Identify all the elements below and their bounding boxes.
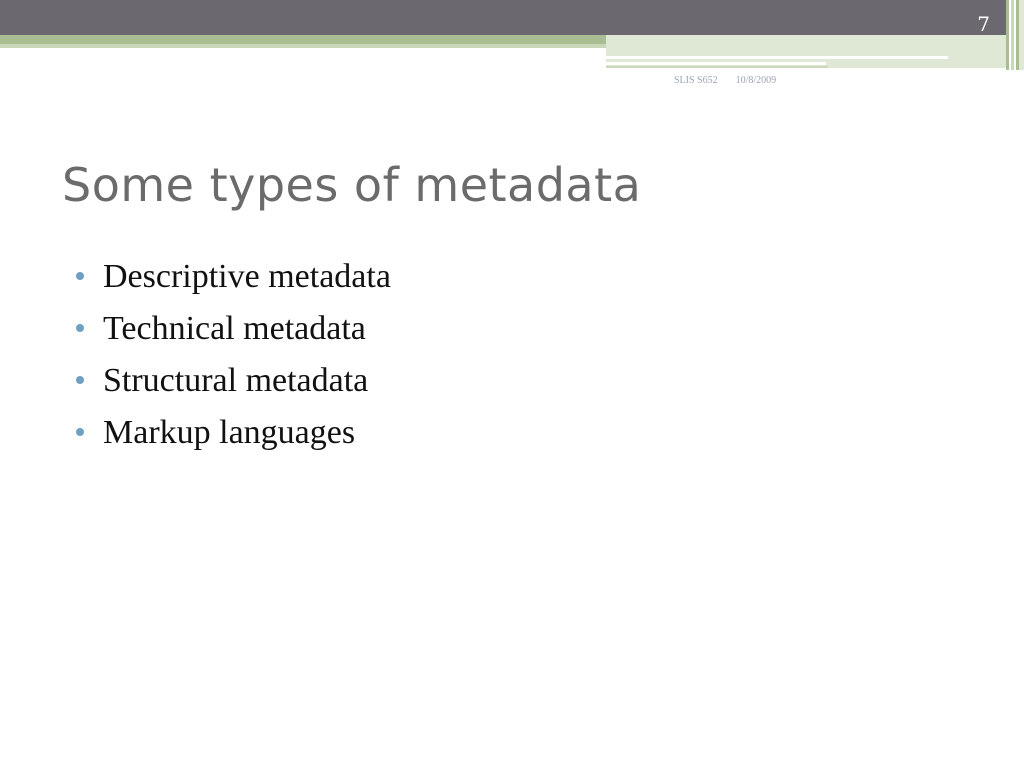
bullet-dot-icon — [76, 428, 84, 436]
bullet-text: Structural metadata — [103, 362, 369, 399]
footer-date: 10/8/2009 — [735, 75, 777, 86]
bullet-dot-icon — [76, 272, 84, 280]
bullet-dot-icon — [76, 324, 84, 332]
bullet-list — [76, 258, 391, 466]
bullet-item — [76, 258, 391, 310]
bullet-text: Markup languages — [103, 414, 356, 451]
header-accent-stripe — [0, 44, 606, 48]
bullet-dot-icon — [76, 376, 84, 384]
bullet-item — [76, 310, 391, 362]
bullet-item — [76, 362, 391, 414]
header-band — [0, 0, 1024, 35]
slide-number: 7 — [977, 12, 990, 36]
bullet-item — [76, 414, 391, 466]
bullet-text: Descriptive metadata — [103, 258, 391, 295]
footer-meta — [674, 75, 794, 86]
bullet-text: Technical metadata — [103, 310, 366, 347]
slide-title: Some types of metadata — [62, 158, 642, 212]
header-accent-line — [606, 62, 826, 65]
footer-course: SLIS S652 — [674, 75, 718, 86]
decorative-stripe — [1019, 0, 1024, 70]
header-accent-line — [606, 66, 828, 68]
header-accent-line — [606, 56, 948, 59]
